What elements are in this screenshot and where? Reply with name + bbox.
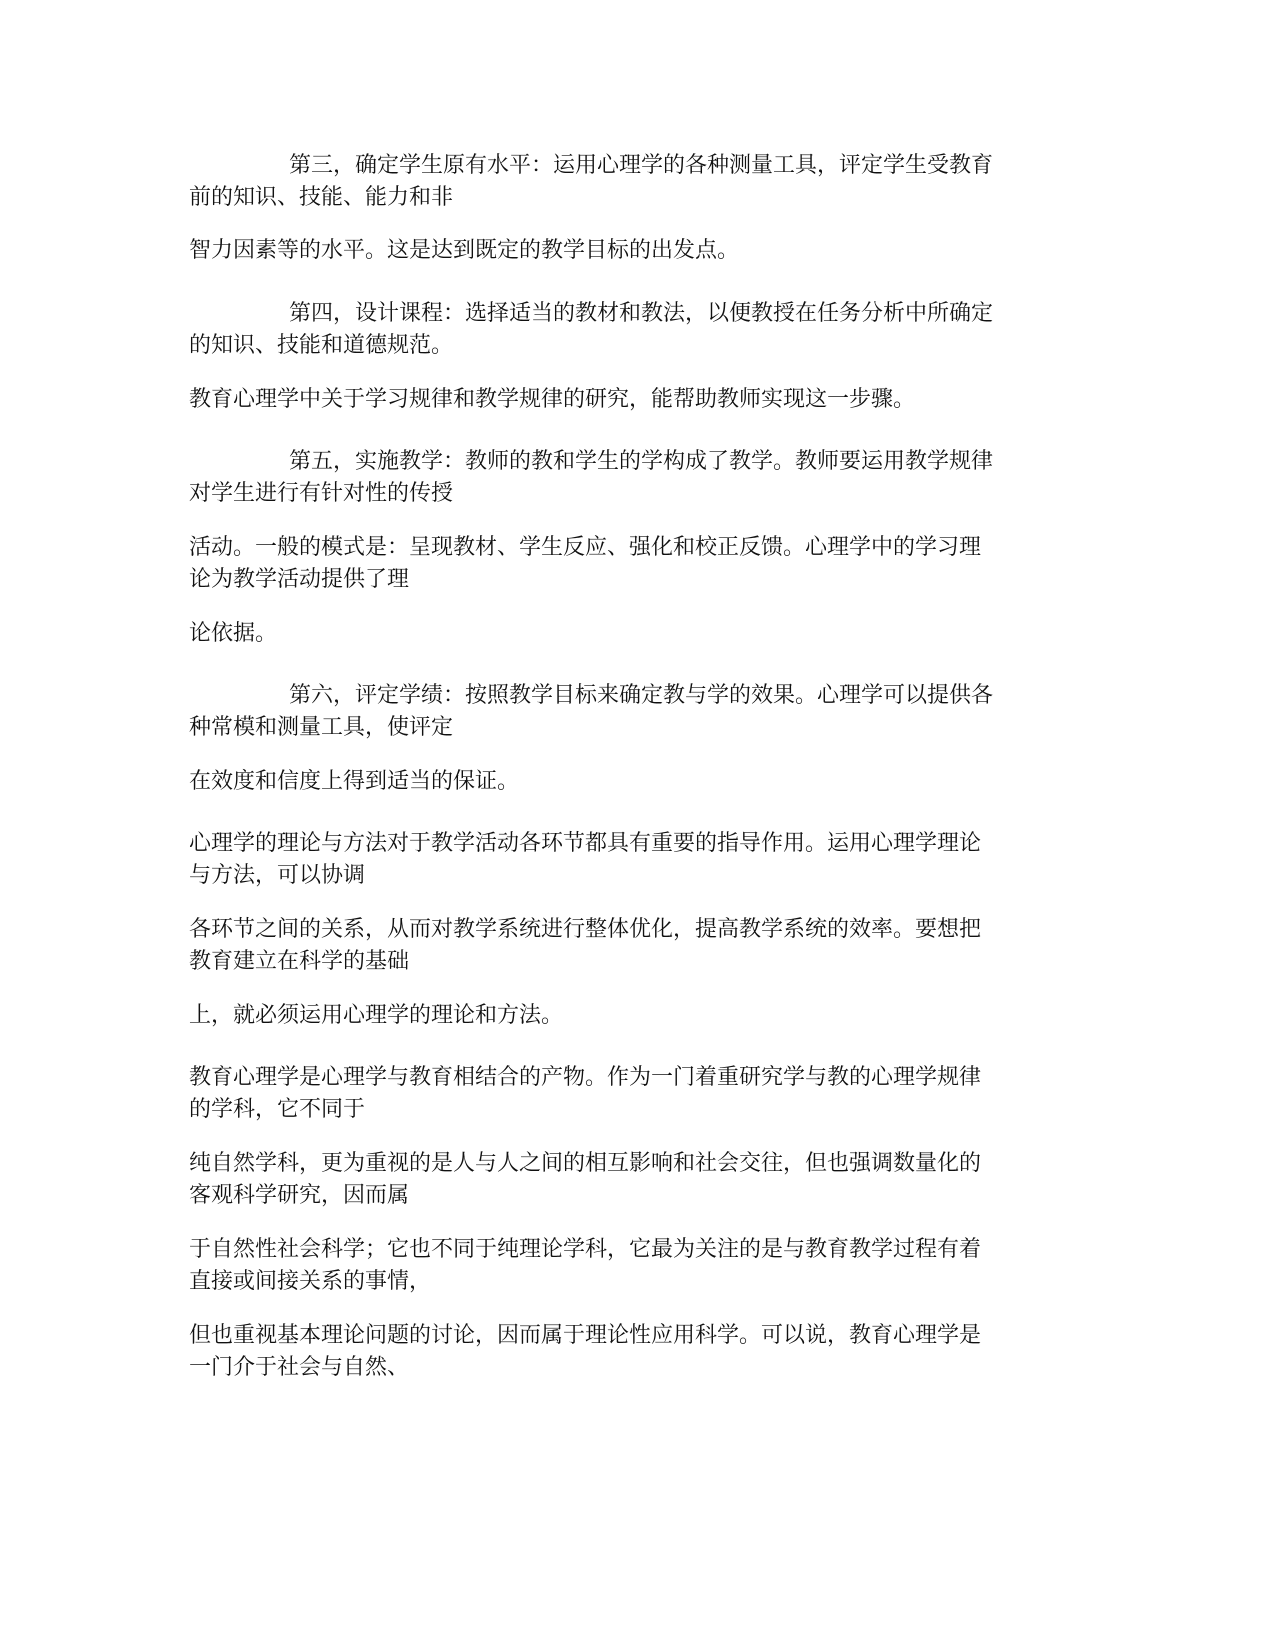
text-line: 的学科，它不同于 <box>189 1097 366 1122</box>
paragraph-step-six <box>189 680 1189 744</box>
paragraph <box>189 618 1089 650</box>
paragraph <box>189 1148 1089 1212</box>
text-line: 第五，实施教学：教师的教和学生的学构成了教学。教师要运用教学规律 <box>289 449 994 474</box>
paragraph-step-four <box>189 298 1189 362</box>
paragraph <box>189 828 1089 892</box>
text-line: 纯自然学科，更为重视的是人与人之间的相互影响和社会交往，但也强调数量化的 <box>189 1151 982 1176</box>
text-line: 教育建立在科学的基础 <box>189 949 410 974</box>
text-line: 教育心理学中关于学习规律和教学规律的研究，能帮助教师实现这一步骤。 <box>189 387 916 412</box>
text-line: 在效度和信度上得到适当的保证。 <box>189 769 520 794</box>
paragraph <box>189 914 1089 978</box>
text-line: 活动。一般的模式是：呈现教材、学生反应、强化和校正反馈。心理学中的学习理 <box>189 535 982 560</box>
text-line: 智力因素等的水平。这是达到既定的教学目标的出发点。 <box>189 238 740 263</box>
paragraph <box>189 235 1089 267</box>
paragraph <box>189 766 1089 798</box>
text-line: 但也重视基本理论问题的讨论，因而属于理论性应用科学。可以说，教育心理学是 <box>189 1323 982 1348</box>
text-line: 对学生进行有针对性的传授 <box>189 481 454 506</box>
paragraph <box>189 532 1089 596</box>
text-line: 客观科学研究，因而属 <box>189 1183 410 1208</box>
text-line: 教育心理学是心理学与教育相结合的产物。作为一门着重研究学与教的心理学规律 <box>189 1065 982 1090</box>
text-line: 论依据。 <box>189 621 278 646</box>
paragraph <box>189 384 1089 416</box>
text-line: 的知识、技能和道德规范。 <box>189 333 454 358</box>
text-line: 第四，设计课程：选择适当的教材和教法，以便教授在任务分析中所确定 <box>289 301 994 326</box>
text-line: 与方法，可以协调 <box>189 863 366 888</box>
text-line: 直接或间接关系的事情， <box>189 1269 432 1294</box>
paragraph <box>189 1234 1089 1298</box>
text-line: 于自然性社会科学；它也不同于纯理论学科，它最为关注的是与教育教学过程有着 <box>189 1237 982 1262</box>
text-line: 种常模和测量工具，使评定 <box>189 715 454 740</box>
paragraph-step-five <box>189 446 1189 510</box>
paragraph-step-three <box>189 150 1189 214</box>
paragraph <box>189 1320 1089 1384</box>
text-line: 前的知识、技能、能力和非 <box>189 185 454 210</box>
paragraph <box>189 1062 1089 1126</box>
text-line: 第三，确定学生原有水平：运用心理学的各种测量工具，评定学生受教育 <box>289 153 994 178</box>
text-line: 论为教学活动提供了理 <box>189 567 410 592</box>
text-line: 上，就必须运用心理学的理论和方法。 <box>189 1003 564 1028</box>
paragraph <box>189 1000 1089 1032</box>
text-line: 各环节之间的关系，从而对教学系统进行整体优化，提高教学系统的效率。要想把 <box>189 917 982 942</box>
text-line: 心理学的理论与方法对于教学活动各环节都具有重要的指导作用。运用心理学理论 <box>189 831 982 856</box>
text-line: 一门介于社会与自然、 <box>189 1355 410 1380</box>
text-line: 第六，评定学绩：按照教学目标来确定教与学的效果。心理学可以提供各 <box>289 683 994 708</box>
